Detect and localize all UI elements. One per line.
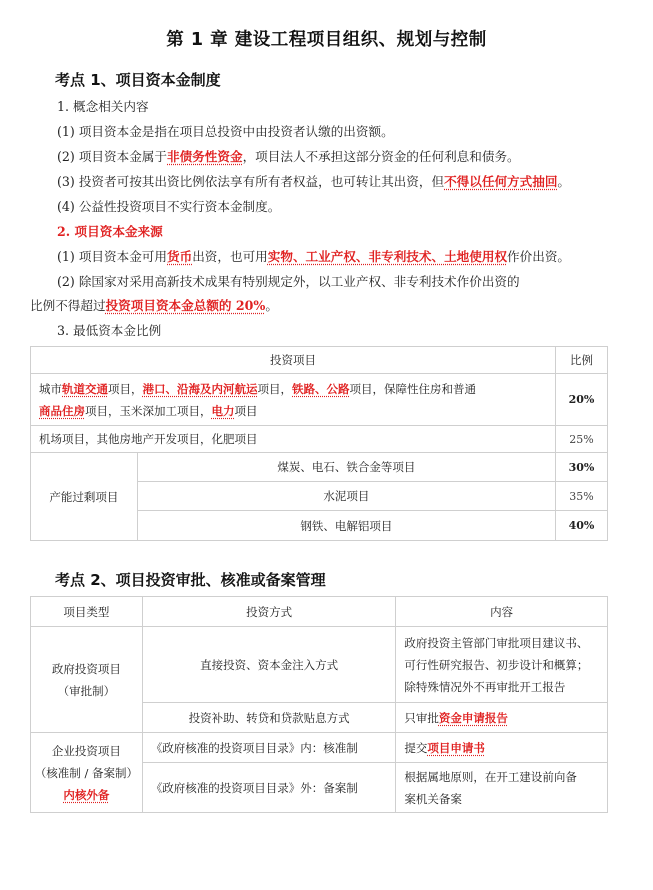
text: (1) 项目资本金可用 <box>57 249 167 264</box>
project-cell: 煤炭、电石、铁合金等项目 <box>137 453 555 482</box>
header-ratio: 比例 <box>556 347 608 374</box>
highlight-text: 轨道交通 <box>62 381 108 396</box>
paragraph-4: (4) 公益性投资项目不实行资本金制度。 <box>57 199 281 214</box>
text: 提交 <box>404 740 428 755</box>
table-row <box>31 733 608 763</box>
source-paragraph-1 <box>57 248 570 266</box>
ratio-cell: 25% <box>556 426 608 453</box>
text: 政府投资主管部门审批项目建议书、 <box>404 635 589 650</box>
text: 作价出资。 <box>507 249 570 264</box>
source-paragraph-2-line1: (2) 除国家对采用高新技术成果有特别规定外，以工业产权、非专利技术作价出资的 <box>57 274 520 289</box>
method-cell: 直接投资、资本金注入方式 <box>142 627 396 703</box>
header-type: 项目类型 <box>31 597 143 627</box>
group-cell: 产能过剩项目 <box>31 453 138 541</box>
approval-table <box>30 596 608 813</box>
method-cell: 《政府核准的投资项目目录》外：备案制 <box>142 763 396 813</box>
highlight-text: 货币 <box>167 249 193 264</box>
highlight-text: 资金申请报告 <box>438 710 508 725</box>
text: 企业投资项目 <box>51 743 121 758</box>
highlight-text: 不得以任何方式抽回 <box>444 174 558 189</box>
text: 可行性研究报告、初步设计和概算； <box>404 657 589 672</box>
text: 项目， <box>257 381 292 396</box>
highlight-text: 港口、沿海及内河航运 <box>142 381 258 396</box>
text: 项目， <box>108 381 143 396</box>
highlight-text: 投资项目资本金总额的 20% <box>105 298 266 313</box>
content-cell <box>396 733 608 763</box>
text: 只审批 <box>404 710 439 725</box>
source-paragraph-2-line2 <box>30 297 278 315</box>
highlight-text: 商品住房 <box>39 403 85 418</box>
ratio-cell: 30% <box>556 453 608 482</box>
item-2-label: 2. 项目资本金来源 <box>57 224 163 239</box>
project-cell: 机场项目，其他房地产开发项目，化肥项目 <box>31 426 556 453</box>
section-heading-2: 考点 2、项目投资审批、核准或备案管理 <box>55 571 326 589</box>
header-method: 投资方式 <box>142 597 396 627</box>
paragraph-3 <box>57 173 570 191</box>
ratio-cell: 35% <box>556 482 608 511</box>
table-row <box>31 453 608 482</box>
header-content: 内容 <box>396 597 608 627</box>
project-cell <box>31 374 556 426</box>
text: (3) 投资者可按其出资比例依法享有所有者权益，也可转让其出资，但 <box>57 174 445 189</box>
content-cell <box>396 763 608 813</box>
ratio-cell: 40% <box>556 511 608 541</box>
highlight-text: 铁路、公路 <box>292 381 350 396</box>
type-cell <box>31 733 143 813</box>
ratio-cell: 20% <box>556 374 608 426</box>
content-cell <box>396 703 608 733</box>
text: 比例不得超过 <box>30 298 106 313</box>
text: 城市 <box>39 381 62 396</box>
table-row <box>31 426 608 453</box>
type-cell <box>31 627 143 733</box>
table-header-row <box>31 597 608 627</box>
item-3-label: 3. 最低资本金比例 <box>57 323 162 338</box>
highlight-text: 电力 <box>211 403 235 418</box>
method-cell: 投资补助、转贷和贷款贴息方式 <box>142 703 396 733</box>
chapter-title: 第 1 章 建设工程项目组织、规划与控制 <box>166 30 487 50</box>
capital-ratio-table <box>30 346 608 541</box>
content-cell <box>396 627 608 703</box>
text: 项目，玉米深加工项目， <box>85 403 212 418</box>
section-heading-1: 考点 1、项目资本金制度 <box>55 71 221 89</box>
text: 项目 <box>234 403 258 418</box>
method-cell: 《政府核准的投资项目目录》内：核准制 <box>142 733 396 763</box>
paragraph-1: (1) 项目资本金是指在项目总投资中由投资者认缴的出资额。 <box>57 124 394 139</box>
text: 出资，也可用 <box>192 249 268 264</box>
highlight-text: 项目申请书 <box>427 740 485 755</box>
text: ，项目法人不承担这部分资金的任何利息和债务。 <box>242 149 520 164</box>
text: 。 <box>265 298 278 313</box>
text: 项目，保障性住房和普通 <box>349 381 476 396</box>
table-row <box>31 627 608 703</box>
text: 除特殊情况外不再审批开工报告 <box>404 679 566 694</box>
text: （审批制） <box>57 683 116 698</box>
table-header-row <box>31 347 608 374</box>
text: (2) 项目资本金属于 <box>57 149 167 164</box>
header-project: 投资项目 <box>31 347 556 374</box>
highlight-text: 非债务性资金 <box>167 149 243 164</box>
item-1-label: 1. 概念相关内容 <box>57 99 149 114</box>
text: 案机关备案 <box>404 791 462 806</box>
highlight-text: 内核外备 <box>63 787 110 802</box>
text: 根据属地原则，在开工建设前向备 <box>404 769 577 784</box>
project-cell: 钢铁、电解铝项目 <box>137 511 555 541</box>
paragraph-2 <box>57 148 520 166</box>
project-cell: 水泥项目 <box>137 482 555 511</box>
text: （核准制 / 备案制） <box>34 765 138 780</box>
text: 政府投资项目 <box>51 661 121 676</box>
table-row <box>31 374 608 426</box>
highlight-text: 实物、工业产权、非专利技术、土地使用权 <box>267 249 508 264</box>
text: 。 <box>557 174 570 189</box>
